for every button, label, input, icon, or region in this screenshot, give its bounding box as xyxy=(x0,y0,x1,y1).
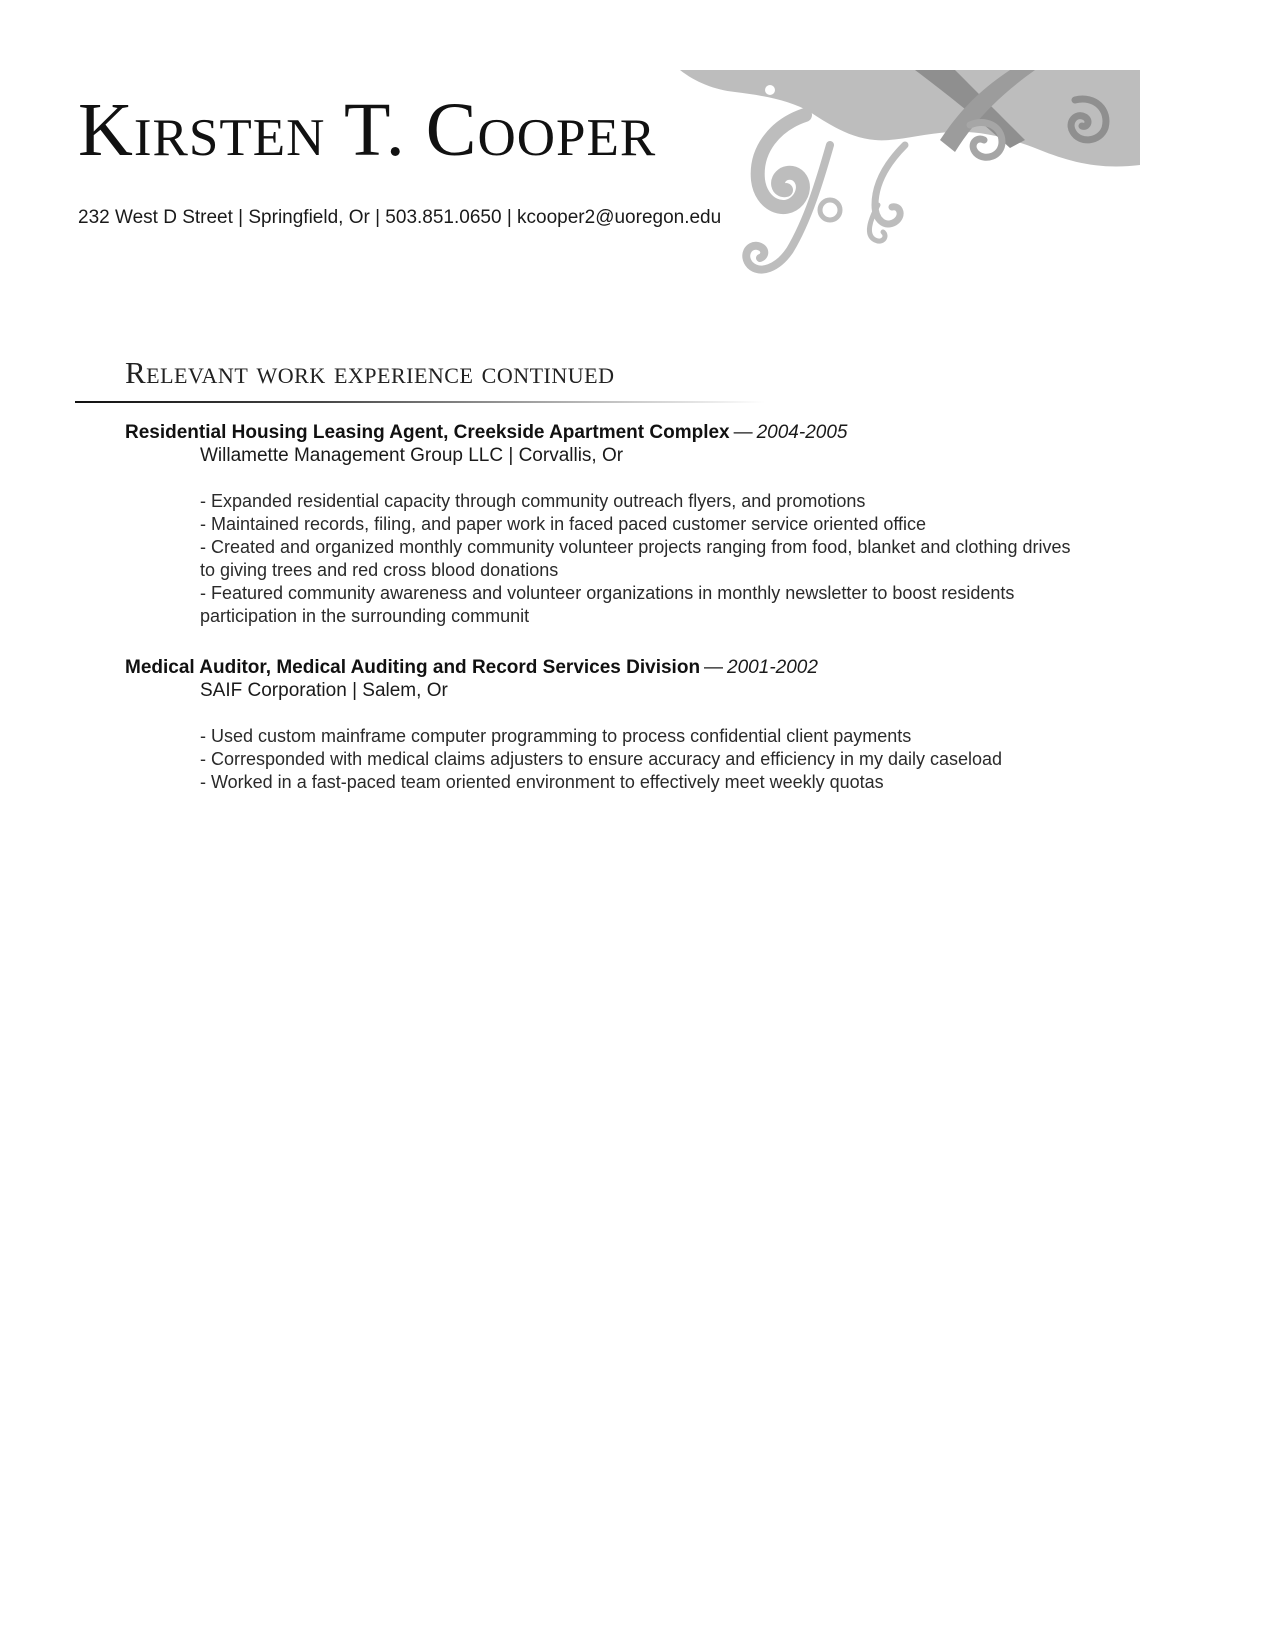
job-heading xyxy=(125,421,1125,444)
job-title: Residential Housing Leasing Agent, Creekside Apartment Complex xyxy=(125,422,730,443)
contact-line: 232 West D Street | Springfield, Or | 503.851.0650 | kcooper2@uoregon.edu xyxy=(78,207,722,228)
job-dates: 2001-2002 xyxy=(727,657,818,678)
section-divider xyxy=(75,401,765,403)
job-employer: SAIF Corporation | Salem, Or xyxy=(200,680,448,701)
resume-name: Kirsten T. Cooper xyxy=(78,88,657,172)
job-bullet: - Used custom mainframe computer programming to process confidential client payments xyxy=(200,726,912,746)
job-employer: Willamette Management Group LLC | Corvallis, Or xyxy=(200,445,624,466)
section-title: Relevant work experience continued xyxy=(125,355,615,390)
job-dash: — xyxy=(733,422,753,443)
job-bullets xyxy=(200,490,1080,628)
job-dash: — xyxy=(704,657,724,678)
job-heading xyxy=(125,656,1125,679)
ornament-ring xyxy=(820,200,840,220)
job-bullet: - Corresponded with medical claims adjusters to ensure accuracy and efficiency in my daily caseload xyxy=(200,749,1003,769)
job-bullet: - Created and organized monthly community volunteer projects ranging from food, blanket and clothing drives to giving trees and red cross blood donations xyxy=(200,537,1071,580)
job-entry xyxy=(125,421,1125,628)
job-entry xyxy=(125,656,1125,794)
job-dates: 2004-2005 xyxy=(756,422,848,443)
job-bullets xyxy=(200,725,1080,794)
job-bullet: - Expanded residential capacity through community outreach flyers, and promotions xyxy=(200,491,866,511)
job-bullet: - Featured community awareness and volunteer organizations in monthly newsletter to boost residents participation in the surrounding communit xyxy=(200,583,1015,626)
job-title: Medical Auditor, Medical Auditing and Record Services Division xyxy=(125,657,701,678)
ornament-swirl-mid xyxy=(875,145,905,224)
job-bullet: - Worked in a fast-paced team oriented environment to effectively meet weekly quotas xyxy=(200,772,884,792)
ornament-swirl-left xyxy=(758,115,805,207)
swirl-ornament xyxy=(680,70,1200,285)
ornament-dot xyxy=(765,85,775,95)
job-bullet: - Maintained records, filing, and paper work in faced paced customer service oriented office xyxy=(200,514,927,534)
